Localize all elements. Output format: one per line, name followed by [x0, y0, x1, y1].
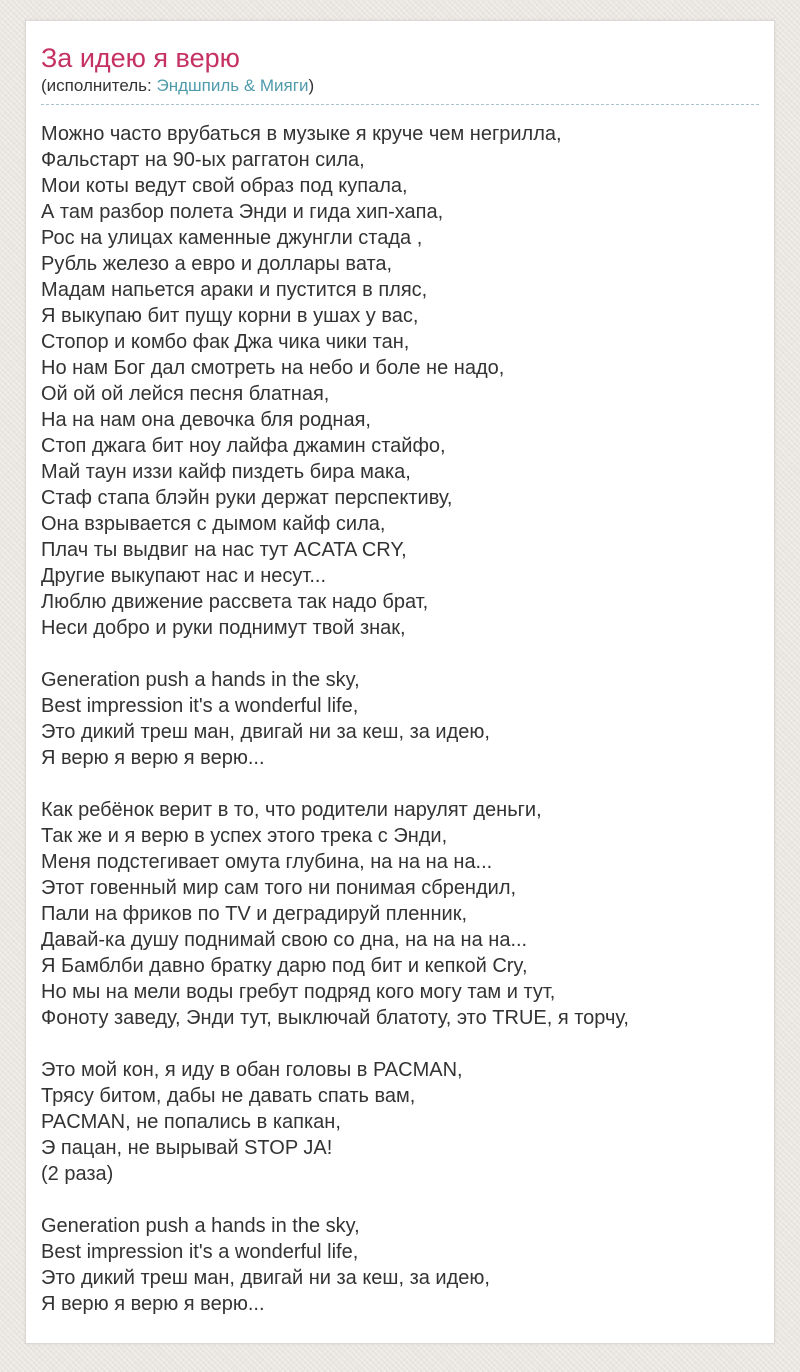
- lyric-line: Это дикий треш ман, двигай ни за кеш, за идею,: [41, 1267, 490, 1289]
- lyric-line: Неси добро и руки поднимут твой знак,: [41, 617, 406, 639]
- lyric-line: Рубль железо а евро и доллары вата,: [41, 253, 393, 275]
- lyric-line: PACMAN, не попались в капкан,: [41, 1111, 341, 1133]
- page-title: За идею я верю: [41, 43, 240, 73]
- lyrics-text: [41, 121, 759, 1317]
- lyric-line: Generation push a hands in the sky,: [41, 1215, 360, 1237]
- lyric-line: Мои коты ведут свой образ под купала,: [41, 175, 408, 197]
- lyric-line: Фальстарт на 90-ых раггатон сила,: [41, 149, 365, 171]
- lyric-line: Это мой кон, я иду в обан головы в PACMAN,: [41, 1059, 463, 1081]
- lyric-line: Best impression it's a wonderful life,: [41, 1241, 359, 1263]
- lyric-line: [41, 641, 759, 667]
- lyric-line: А там разбор полета Энди и гида хип-хапа,: [41, 201, 444, 223]
- lyric-line: (2 раза): [41, 1163, 114, 1185]
- lyric-line: Но нам Бог дал смотреть на небо и боле не надо,: [41, 357, 505, 379]
- lyric-line: Другие выкупают нас и несут...: [41, 565, 327, 587]
- lyric-line: [41, 1187, 759, 1213]
- lyric-line: Этот говенный мир сам того ни понимая сбрендил,: [41, 877, 517, 899]
- lyric-line: Generation push a hands in the sky,: [41, 669, 360, 691]
- lyric-line: Люблю движение рассвета так надо брат,: [41, 591, 429, 613]
- lyric-line: Но мы на мели воды гребут подряд кого могу там и тут,: [41, 981, 556, 1003]
- lyric-line: Так же и я верю в успех этого трека с Энди,: [41, 825, 448, 847]
- lyric-line: [41, 771, 759, 797]
- lyric-line: Май таун иззи кайф пиздеть бира мака,: [41, 461, 411, 483]
- lyric-line: Она взрывается с дымом кайф сила,: [41, 513, 386, 535]
- lyric-line: Я Бамблби давно братку дарю под бит и кепкой Cry,: [41, 955, 528, 977]
- lyric-line: Ой ой ой лейся песня блатная,: [41, 383, 330, 405]
- lyric-line: Это дикий треш ман, двигай ни за кеш, за идею,: [41, 721, 490, 743]
- lyric-line: [41, 1031, 759, 1057]
- lyric-line: Я верю я верю я верю...: [41, 1293, 265, 1315]
- lyric-line: Рос на улицах каменные джунгли стада ,: [41, 227, 423, 249]
- lyric-line: Best impression it's a wonderful life,: [41, 695, 359, 717]
- artist-line: [41, 75, 759, 105]
- artist-label-prefix: (исполнитель:: [41, 76, 157, 95]
- lyric-line: Пали на фриков по TV и деградируй пленник,: [41, 903, 467, 925]
- lyric-line: Э пацан, не вырывай STOP JA!: [41, 1137, 333, 1159]
- lyric-line: На на нам она девочка бля родная,: [41, 409, 371, 431]
- lyrics-card: [25, 20, 775, 1344]
- lyric-line: Как ребёнок верит в то, что родители нарулят деньги,: [41, 799, 542, 821]
- lyric-line: Я выкупаю бит пущу корни в ушах у вас,: [41, 305, 419, 327]
- lyric-line: Плач ты выдвиг на нас тут ACATA CRY,: [41, 539, 407, 561]
- lyric-line: Стоп джага бит ноу лайфа джамин стайфо,: [41, 435, 446, 457]
- lyric-line: Мадам напьется араки и пустится в пляс,: [41, 279, 428, 301]
- lyric-line: Трясу битом, дабы не давать спать вам,: [41, 1085, 416, 1107]
- lyric-line: Меня подстегивает омута глубина, на на на на...: [41, 851, 493, 873]
- artist-link[interactable]: Эндшпиль & Мияги: [156, 76, 309, 95]
- lyric-line: Я верю я верю я верю...: [41, 747, 265, 769]
- lyric-line: Стопор и комбо фак Джа чика чики тан,: [41, 331, 410, 353]
- lyric-line: Давай-ка душу поднимай свою со дна, на на на на...: [41, 929, 528, 951]
- lyric-line: Можно часто врубаться в музыке я круче чем негрилла,: [41, 123, 562, 145]
- lyric-line: Фоноту заведу, Энди тут, выключай блатоту, это TRUE, я торчу,: [41, 1007, 629, 1029]
- lyric-line: Стаф стапа блэйн руки держат перспективу,: [41, 487, 453, 509]
- artist-label-suffix: ): [308, 76, 315, 95]
